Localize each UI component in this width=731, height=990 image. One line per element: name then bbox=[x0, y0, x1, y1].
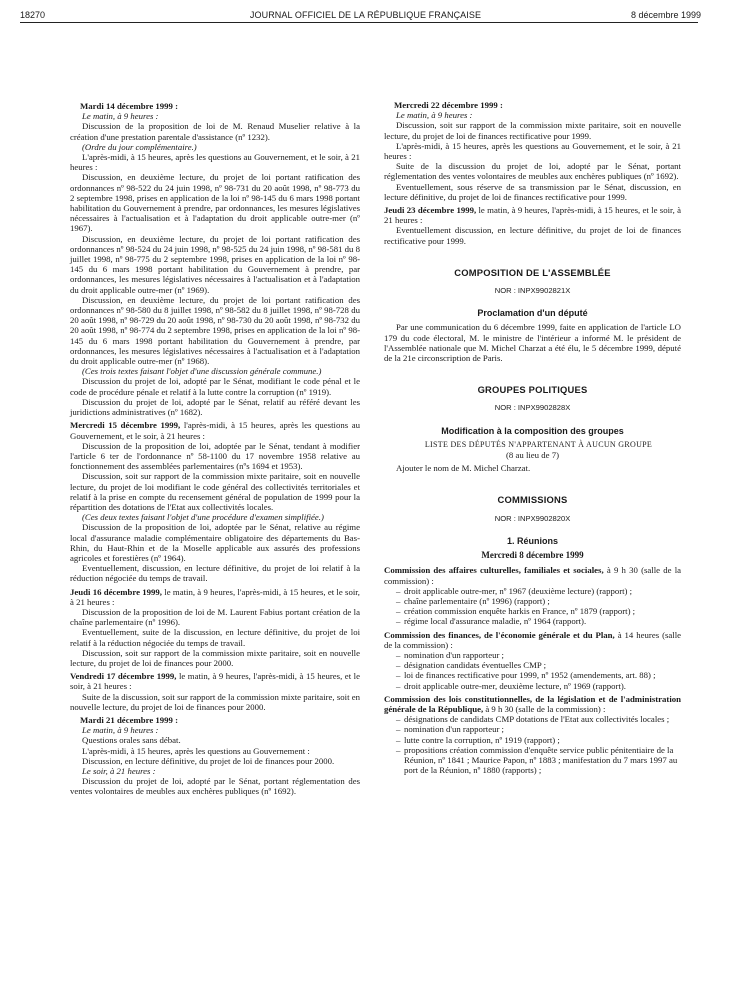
agenda-item: Discussion de la proposition de loi de M. Laurent Fabius portant création de la chaîne parlementaire (nº 1996). bbox=[70, 606, 360, 628]
section-title-composition: COMPOSITION DE L'ASSEMBLÉE bbox=[454, 266, 611, 278]
section-title-groups: GROUPES POLITIQUES bbox=[477, 384, 588, 396]
commission-agenda bbox=[384, 586, 681, 627]
agenda-note: (Ces trois textes faisant l'objet d'une discussion générale commune.) bbox=[82, 366, 322, 377]
day-block bbox=[70, 671, 360, 691]
nor-reference: NOR : INPX9902828X bbox=[494, 403, 571, 413]
agenda-item: Discussion, en deuxième lecture, du projet de loi portant ratification des ordonnances nº 98-524 du 24 juin 1998, nº 98-525 du 24 juin 1998, nº 98-581 du 8 juillet 1998, nº 98-775 du 2 septembre 1998, prises en application de la loi nº 98-145 du 6 mars 1998 portant habilitation du Gouvernement à prendre, par ordonnances, les mesures législatives nécessaires à l'actualisation et à l'adaptation du droit applicable outre-mer (nº 1969). bbox=[70, 233, 360, 295]
session-time: le matin, à 9 heures, l'après-midi, à 15 heures, et le soir, à 21 heures : bbox=[70, 671, 360, 692]
right-column bbox=[384, 100, 681, 775]
commission-heading bbox=[384, 630, 681, 650]
list-count: (8 au lieu de 7) bbox=[506, 450, 559, 461]
issue-date: 8 décembre 1999 bbox=[630, 10, 701, 20]
section-title-commissions: COMMISSIONS bbox=[497, 494, 568, 506]
commission-heading bbox=[384, 565, 681, 585]
commission-time: à 9 h 30 (salle de la commission) : bbox=[485, 703, 606, 714]
commission-agenda bbox=[384, 650, 681, 691]
list-item: – désignation candidats éventuelles CMP ; bbox=[396, 660, 681, 670]
journal-title: JOURNAL OFFICIEL DE LA RÉPUBLIQUE FRANÇAISE bbox=[249, 10, 482, 20]
list-item: – régime local d'assurance maladie, nº 1964 (rapport). bbox=[396, 616, 681, 626]
session-time: l'après-midi, à 15 heures, après les questions au Gouvernement, et le soir, à 21 heures : bbox=[70, 420, 360, 441]
session-time: Le matin, à 9 heures : bbox=[396, 110, 473, 121]
day-block bbox=[384, 205, 681, 225]
session-time: L'après-midi, à 15 heures, après les questions au Gouvernement, et le soir, à 21 heures : bbox=[70, 152, 360, 173]
page-number: 18270 bbox=[20, 10, 46, 20]
day-block bbox=[70, 420, 360, 440]
list-item: – propositions création commission d'enquête service public pénitentiaire de la Réunion, nº 1841 ; Maurice Papon, nº 1883 ; manifestation du 7 mars 1997 au port de la Réunion, nº 1880 (rapports) ; bbox=[396, 745, 681, 776]
agenda-item: Discussion, soit sur rapport de la commission mixte paritaire, soit en nouvelle lecture, du projet de loi modifiant le code général des collectivités territoriales et relatif à la prise en compte du recensement général de population de 1999 pour la répartition des dotations de l'Etat aux collectivités locales. bbox=[70, 471, 360, 512]
day-heading: Vendredi 17 décembre 1999, bbox=[70, 671, 177, 682]
session-time: le matin, à 9 heures, l'après-midi, à 15 heures, et le soir, à 21 heures : bbox=[70, 586, 360, 607]
session-time: Le matin, à 9 heures : bbox=[82, 111, 159, 122]
agenda-note: (Ordre du jour complémentaire.) bbox=[82, 141, 197, 152]
header-rule bbox=[20, 22, 698, 23]
list-item: – droit applicable outre-mer, deuxième lecture, nº 1969 (rapport). bbox=[396, 681, 681, 691]
list-item: – nomination d'un rapporteur ; bbox=[396, 724, 681, 734]
day-heading: Mardi 21 décembre 1999 : bbox=[80, 714, 179, 725]
nor-reference: NOR : INPX9902821X bbox=[494, 286, 571, 296]
commission-name: Commission des lois constitutionnelles, de la législation et de l'administration générale de la République, bbox=[384, 693, 681, 714]
list-item: – nomination d'un rapporteur ; bbox=[396, 650, 681, 660]
subsection-title: Proclamation d'un député bbox=[477, 308, 588, 319]
agenda-item: Eventuellement discussion, en lecture définitive, du projet de loi de finances rectificative pour 1999. bbox=[384, 225, 681, 246]
agenda-item: Discussion, en deuxième lecture, du projet de loi portant ratification des ordonnances nº 98-522 du 24 juin 1998, nº 98-731 du 20 août 1998, nº 98-773 du 2 septembre 1998, prises en application de la loi nº 98-145 du 6 mars 1998 portant habilitation du Gouvernement à prendre, par ordonnances, les mesures législatives nécessaires à l'actualisation et à l'adaptation du droit applicable outre-mer (nº 1967). bbox=[70, 172, 360, 234]
agenda-item: Eventuellement, discussion, en lecture définitive, du projet de loi relatif à la réduction négociée du temps de travail. bbox=[70, 563, 360, 584]
notice-text: Par une communication du 6 décembre 1999, faite en application de l'article LO 179 du code électoral, M. le ministre de l'intérieur a informé M. le président de l'Assemblée nationale que M. Michel Charzat a été élu, le 5 décembre 1999, député de la 21e circonscription de Paris. bbox=[384, 322, 681, 364]
notice-text: Ajouter le nom de M. Michel Charzat. bbox=[396, 463, 531, 474]
agenda-item: Discussion du projet de loi, adopté par le Sénat, relatif au référé devant les juridictions administratives (nº 1682). bbox=[70, 396, 360, 418]
session-time: L'après-midi, à 15 heures, après les questions au Gouvernement : bbox=[82, 745, 310, 756]
commission-time: à 9 h 30 (salle de la commission) : bbox=[384, 565, 682, 586]
agenda-item: Suite de la discussion, soit sur rapport de la commission mixte paritaire, soit en nouvelle lecture, du projet de loi de finances pour 2000. bbox=[70, 691, 360, 712]
agenda-note: (Ces deux textes faisant l'objet d'une procédure d'examen simplifiée.) bbox=[82, 512, 324, 523]
agenda-item: Eventuellement, suite de la discussion, en lecture définitive, du projet de loi relatif à la réduction négociée du temps de travail. bbox=[70, 627, 360, 648]
list-item: – désignations de candidats CMP dotations de l'Etat aux collectivités locales ; bbox=[396, 714, 681, 724]
agenda-item: Discussion de la proposition de loi, adoptée par le Sénat, relative au régime local d'assurance maladie complémentaire obligatoire des départements du Bas-Rhin, du Haut-Rhin et de la Moselle applicable aux assurés des professions agricoles et forestières (nº 1964). bbox=[70, 522, 360, 563]
day-heading: Jeudi 16 décembre 1999, bbox=[70, 586, 162, 597]
agenda-item: Discussion du projet de loi, adopté par le Sénat, modifiant le code pénal et le code de procédure pénale et relatif à la lutte contre la corruption (nº 1919). bbox=[70, 376, 360, 397]
meeting-date: Mercredi 8 décembre 1999 bbox=[481, 550, 584, 561]
list-item: – loi de finances rectificative pour 1999, nº 1952 (amendements, art. 88) ; bbox=[396, 670, 681, 680]
subsection-title: 1. Réunions bbox=[506, 535, 558, 546]
day-heading: Mercredi 22 décembre 1999 : bbox=[394, 100, 503, 110]
agenda-item: Discussion, soit sur rapport de la commission mixte paritaire, soit en nouvelle lecture, du projet de loi de finances pour 2000. bbox=[70, 647, 360, 668]
subsection-title: Modification à la composition des groupes bbox=[441, 425, 624, 436]
session-time: le matin, à 9 heures, l'après-midi, à 15 heures, et le soir, à 21 heures : bbox=[384, 205, 681, 226]
agenda-item: Discussion de la proposition de loi, adoptée par le Sénat, tendant à modifier l'article 6 ter de l'ordonnance nº 58-1100 du 17 novembre 1958 relative au fonctionnement des assemblées parlementaires (nºs 1694 et 1953). bbox=[70, 440, 360, 472]
day-heading: Mercredi 15 décembre 1999, bbox=[70, 420, 181, 431]
left-column bbox=[70, 98, 360, 797]
list-item: – lutte contre la corruption, nº 1919 (rapport) ; bbox=[396, 735, 681, 745]
session-time: L'après-midi, à 15 heures, après les questions au Gouvernement, et le soir, à 21 heures : bbox=[384, 140, 681, 162]
day-heading: Jeudi 23 décembre 1999, bbox=[384, 205, 477, 216]
agenda-item: Discussion, en lecture définitive, du projet de loi de finances pour 2000. bbox=[82, 755, 335, 766]
list-item: – chaîne parlementaire (nº 1996) (rapport) ; bbox=[396, 596, 681, 606]
session-time: Le soir, à 21 heures : bbox=[82, 766, 156, 776]
agenda-item: Discussion, en deuxième lecture, du projet de loi portant ratification des ordonnances nº 98-580 du 8 juillet 1998, nº 98-582 du 8 juillet 1998, nº 98-728 du 20 août 1998, nº 98-729 du 20 août 1998, nº 98-730 du 20 août 1998, nº 98-732 du 20 août 1998, nº 98-774 du 2 septembre 1998, prises en application de la loi nº 98-145 du 6 mars 1998 portant habilitation du Gouvernement à prendre, par ordonnances, les mesures législatives nécessaires à l'actualisation et à l'adaptation du droit applicable outre-mer (nº 1968). bbox=[70, 294, 360, 367]
agenda-item: Suite de la discussion du projet de loi, adopté par le Sénat, portant réglementation des ventes volontaires de meubles aux enchères publiques (nº 1692). bbox=[384, 161, 681, 182]
list-item: – droit applicable outre-mer, nº 1967 (deuxième lecture) (rapport) ; bbox=[396, 586, 681, 596]
day-heading: Mardi 14 décembre 1999 : bbox=[80, 101, 179, 111]
commission-time: à 14 heures (salle de la commission) : bbox=[384, 629, 682, 650]
list-item: – création commission enquête harkis en France, nº 1879 (rapport) ; bbox=[396, 606, 681, 616]
commission-heading bbox=[384, 694, 681, 714]
session-time: Le matin, à 9 heures : bbox=[82, 725, 159, 736]
agenda-item: Discussion, soit sur rapport de la commission mixte paritaire, soit en nouvelle lecture, du projet de loi de finances rectificative pour 1999. bbox=[384, 120, 681, 141]
commission-name: Commission des finances, de l'économie générale et du Plan, bbox=[384, 629, 615, 640]
list-title: LISTE DES DÉPUTÉS N'APPARTENANT À AUCUN GROUPE bbox=[424, 439, 653, 449]
nor-reference: NOR : INPX9902820X bbox=[494, 513, 571, 523]
agenda-item: Discussion de la proposition de loi de M. Renaud Muselier relative à la création d'une prestation parentale d'assistance (nº 1232). bbox=[70, 121, 360, 142]
agenda-item: Questions orales sans débat. bbox=[82, 735, 181, 746]
commission-name: Commission des affaires culturelles, familiales et sociales, bbox=[384, 565, 604, 576]
commission-agenda bbox=[384, 714, 681, 775]
agenda-item: Eventuellement, sous réserve de sa transmission par le Sénat, discussion, en lecture définitive, du projet de loi de finances rectificative pour 1999. bbox=[384, 181, 681, 202]
agenda-item: Discussion du projet de loi, adopté par le Sénat, portant réglementation des ventes volontaires de meubles aux enchères publiques (nº 1692). bbox=[70, 776, 360, 797]
day-block bbox=[70, 587, 360, 607]
